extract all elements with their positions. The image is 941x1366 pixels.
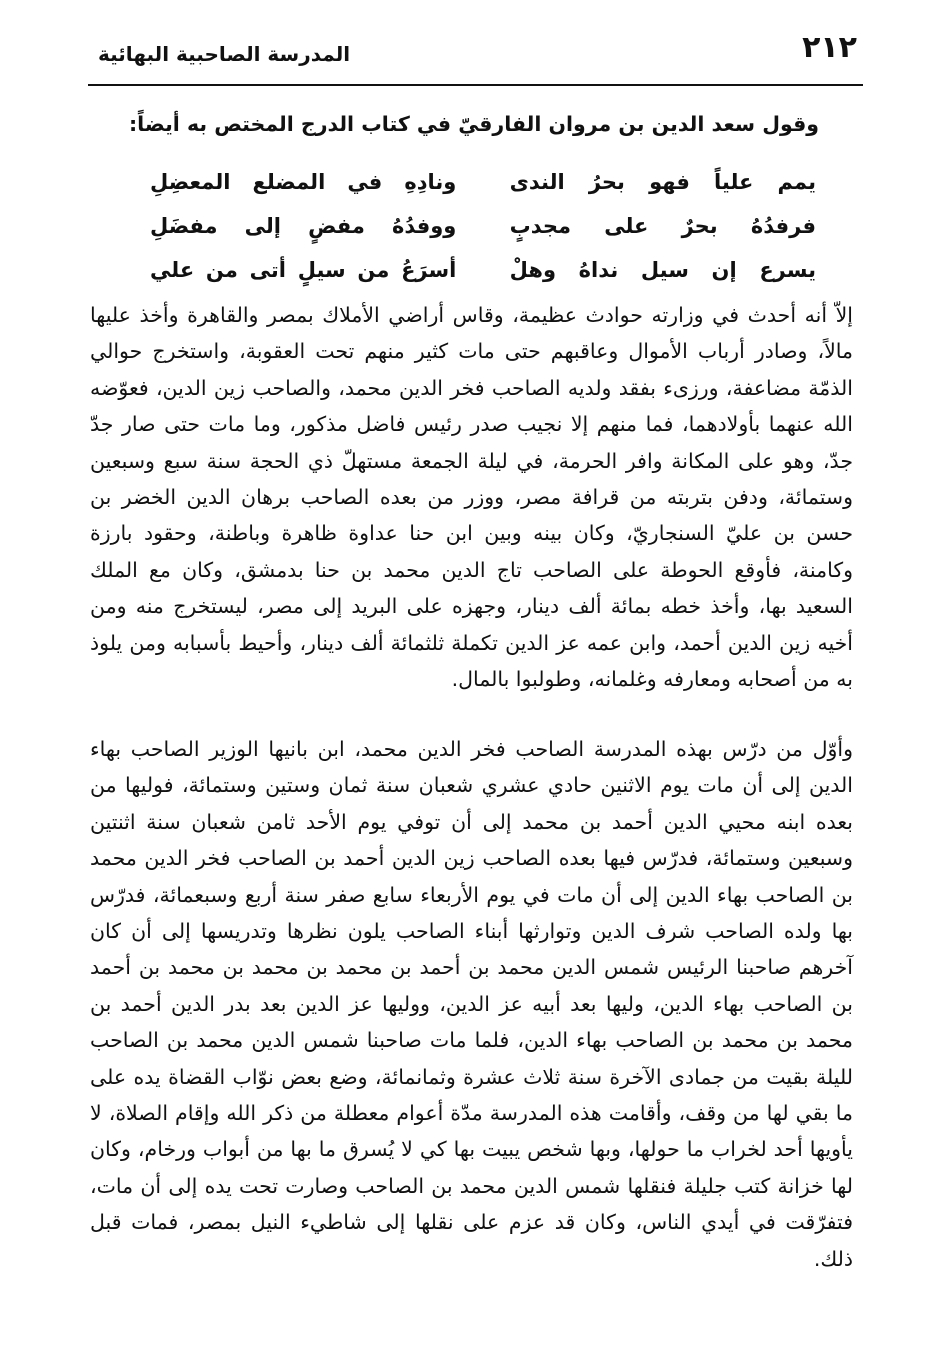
page-header <box>88 30 863 86</box>
poem-first-hemistich: يسرع إن سيل نداهُ وهلْ <box>509 258 816 282</box>
paragraph-text: إلاّ أنه أحدث في وزارته حوادث عظيمة، وقاس أراضي الأملاك بمصر والقاهرة وأخذ عليها مالاً، وصادر أرباب الأموال وعاقبهم حتى مات كثير منهم تحت العقوبة، واستخرج حوالي الذمّة مضاعفة، ورزىء بفقد ولديه الصاحب فخر الدين محمد، والصاحب زين الدين، فعوّضه الله عنهما بأولادهما، فما منهم إلا نجيب صدر رئيس فاضل مذكور، وما مات حتى صار جدّ جدّ، وهو على المكانة وافر الحرمة، في ليلة الجمعة مستهلّ ذي الحجة سنة سبع وسبعين وستمائة، ودفن بتربته من قرافة مصر، ووزر من بعده الصاحب برهان الدين الخضر بن حسن بن عليّ السنجاريّ، وكان بينه وبين ابن حنا عداوة ظاهرة وباطنة، وحقود بارزة وكامنة، فأوقع الحوطة على الصاحب تاج الدين محمد بن حنا بدمشق، وكان مع الملك السعيد بها، وأخذ خطه بمائة ألف دينار، وجهزه على البريد إلى مصر، ليستخرج منه ومن أخيه زين الدين أحمد، وابن عمه عز الدين تكملة ثلثمائة ألف دينار، وأحيط بأسبابه ومن يلوذ به من أصحابه ومعارفه وغلمانه، وطولبوا بالمال. <box>90 303 853 692</box>
page-number: ٢١٢ <box>802 30 857 65</box>
poem <box>150 160 816 292</box>
poem-verse <box>150 204 816 248</box>
body-paragraph <box>90 297 853 697</box>
poem-introduction: وقول سعد الدين بن مروان الفارقيّ في كتاب الدرج المختص به أيضاً: <box>128 112 819 136</box>
poem-second-hemistich: ووفدُهُ مفضٍ إلى مفضَلِ <box>150 214 457 238</box>
running-title: المدرسة الصاحبية البهائية <box>98 42 351 66</box>
poem-second-hemistich: أسرَعُ من سيلٍ أتى من علي <box>150 258 457 282</box>
poem-verse <box>150 248 816 292</box>
body-paragraph <box>90 731 853 1277</box>
poem-first-hemistich: فرفدُهُ بحرٌ على مجدبٍ <box>509 214 816 238</box>
poem-second-hemistich: ونادِهِ في المضلع المعضِلِ <box>150 170 457 194</box>
paragraph-text: وأوّل من درّس بهذه المدرسة الصاحب فخر الدين محمد، ابن بانيها الوزير الصاحب بهاء الدين إلى أن مات يوم الاثنين حادي عشري شعبان سنة ثمان وستين وستمائة، فوليها من بعده ابنه محيي الدين أحمد بن محمد إلى أن توفي يوم الأحد ثامن شعبان سنة اثنتين وسبعين وستمائة، فدرّس فيها بعده الصاحب زين الدين أحمد بن الصاحب فخر الدين محمد بن الصاحب بهاء الدين إلى أن مات في يوم الأربعاء سابع صفر سنة أربع وسبعمائة، فدرّس بها ولده الصاحب شرف الدين وتوارثها أبناء الصاحب يلون نظرها وتدريسها إلى أن كان آخرهم صاحبنا الرئيس شمس الدين محمد بن أحمد بن محمد بن محمد بن محمد بن أحمد بن الصاحب بهاء الدين، وليها بعد أبيه عز الدين، ووليها عز الدين بعد بدر الدين أحمد بن محمد بن محمد بن الصاحب بهاء الدين، فلما مات صاحبنا شمس الدين محمد بن الصاحب لليلة بقيت من جمادى الآخرة سنة ثلاث عشرة وثمانمائة، وضع بعض نوّاب القضاة يده على ما بقي لها من وقف، وأقامت هذه المدرسة مدّة أعوام معطلة من ذكر الله وإقام الصلاة، لا يأويها أحد لخراب ما حولها، وبها شخص يبيت بها كي لا يُسرق ما بها من أبواب ورخام، وكان لها خزانة كتب جليلة فنقلها شمس الدين محمد بن الصاحب وصارت تحت يده إلى أن مات، فتفرّقت في أيدي الناس، وكان قد عزم على نقلها إلى شاطيء النيل بمصر، فمات قبل ذلك. <box>90 737 853 1271</box>
poem-verse <box>150 160 816 204</box>
poem-first-hemistich: يمم علياً فهو بحرُ الندى <box>509 170 816 194</box>
